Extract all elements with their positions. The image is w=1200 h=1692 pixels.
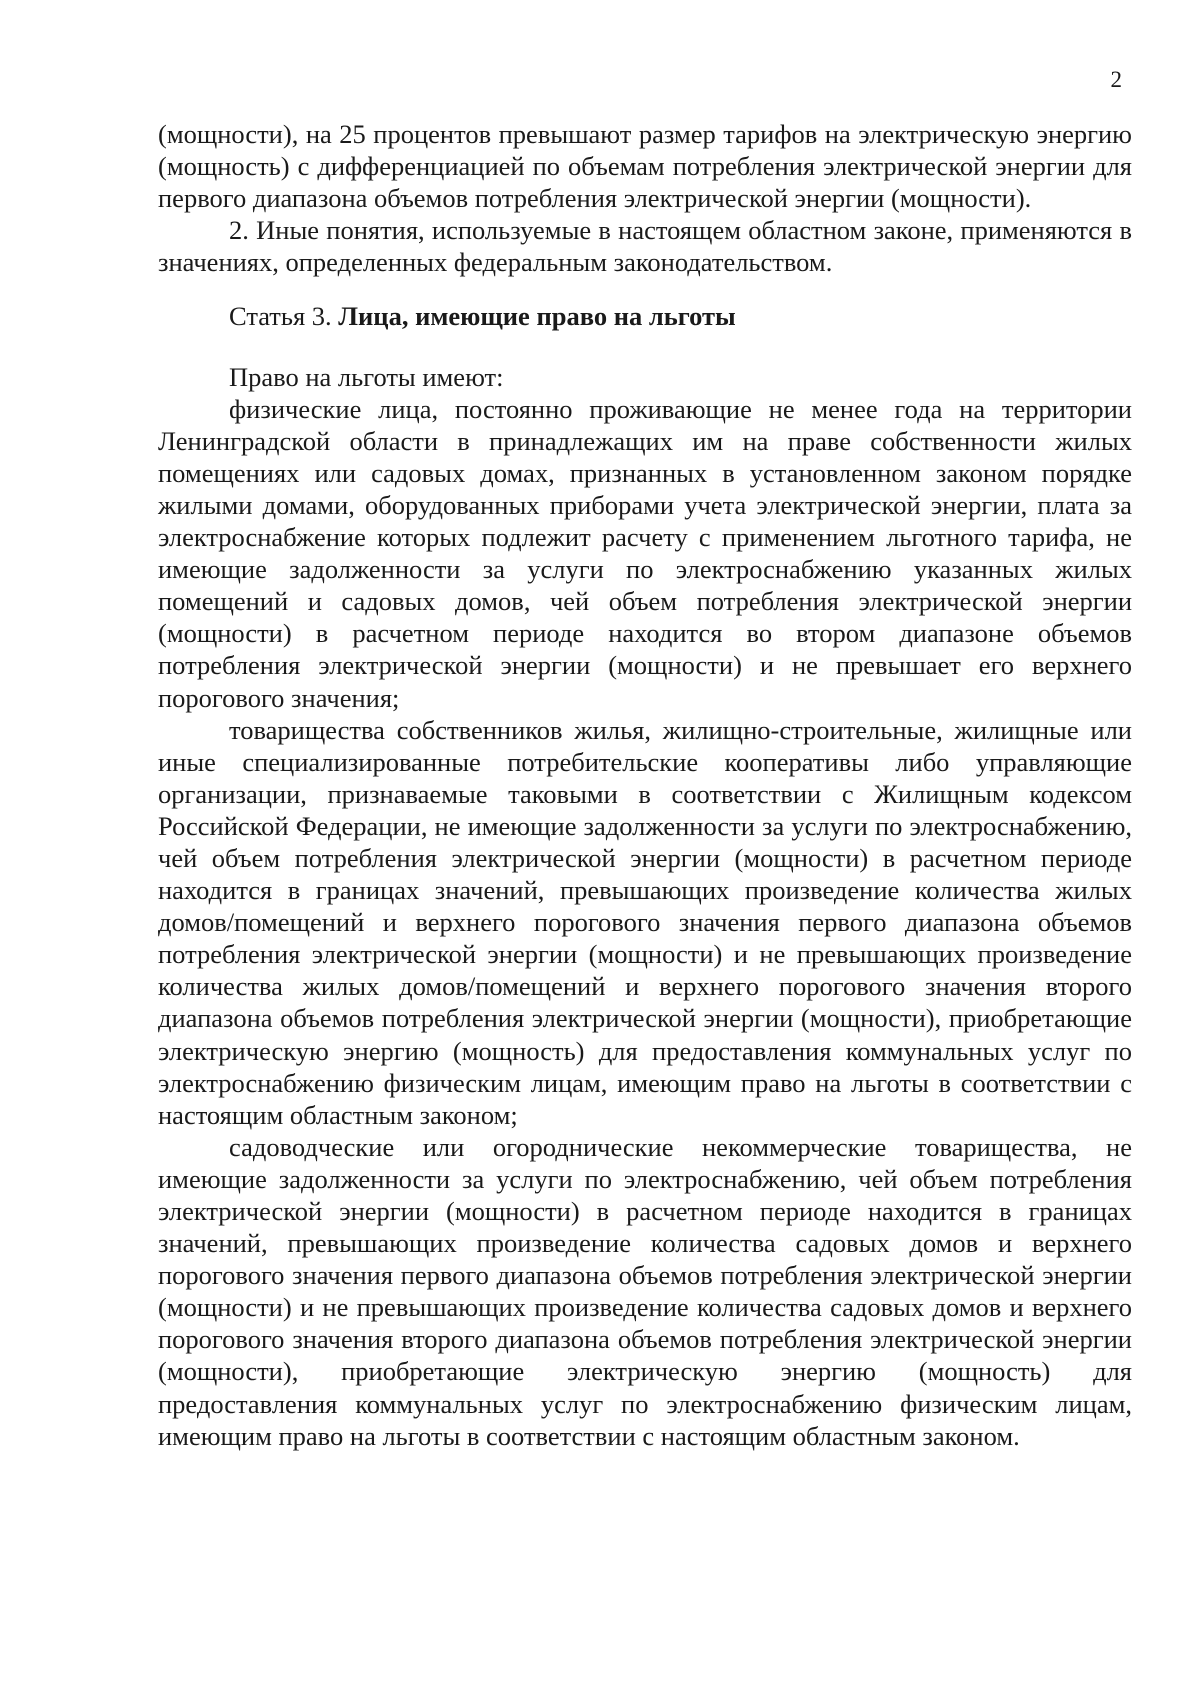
paragraph-garden-associations: садоводческие или огороднические некоммерческие товарищества, не имеющие задолженности за услуги по электроснабжению, чей объем потребления электрической энергии (мощности) в расчетном периоде находится в границах значений, превышающих произведение количества садовых домов и верхнего порогового значения первого диапазона объемов потребления электрической энергии (мощности) и не превышающих произведение количества садовых домов и верхнего порогового значения второго диапазона объемов потребления электрической энергии (мощности), приобретающие электрическую энергию (мощность) для предоставления коммунальных услуг по электроснабжению физическим лицам, имеющим право на льготы в соответствии с настоящим областным законом.	[158, 1131, 1132, 1451]
article-intro: Право на льготы имеют:	[229, 361, 504, 392]
page-number: 2	[1110, 67, 1122, 92]
document-body	[158, 118, 1132, 1452]
article-title: Лица, имеющие право на льготы	[338, 301, 736, 332]
paragraph-physical-persons: физические лица, постоянно проживающие не менее года на территории Ленинградской области в принадлежащих им на праве собственности жилых помещениях или садовых домах, признанных в установленном законом порядке жилыми домами, оборудованных приборами учета электрической энергии, плата за электроснабжение которых подлежит расчету с применением льготного тарифа, не имеющие задолженности за услуги по электроснабжению указанных жилых помещений и садовых домов, чей объем потребления электрической энергии (мощности) в расчетном периоде находится во втором диапазоне объемов потребления электрической энергии (мощности) и не превышает его верхнего порогового значения;	[158, 393, 1132, 713]
paragraph-housing-associations: товарищества собственников жилья, жилищно-строительные, жилищные или иные специализированные потребительские кооперативы либо управляющие организации, признаваемые таковыми в соответствии с Жилищным кодексом Российской Федерации, не имеющие задолженности за услуги по электроснабжению, чей объем потребления электрической энергии (мощности) в расчетном периоде находится в границах значений, превышающих произведение количества жилых домов/помещений и верхнего порогового значения первого диапазона объемов потребления электрической энергии (мощности) и не превышающих произведение количества жилых домов/помещений и верхнего порогового значения второго диапазона объемов потребления электрической энергии (мощности), приобретающие электрическую энергию (мощность) для предоставления коммунальных услуг по электроснабжению физическим лицам, имеющим право на льготы в соответствии с настоящим областным законом;	[158, 714, 1132, 1130]
article-heading	[158, 300, 1132, 332]
paragraph-item-2: 2. Иные понятия, используемые в настоящем областном законе, применяются в значениях, определенных федеральным законодательством.	[158, 215, 1132, 278]
article-number: Статья 3.	[229, 301, 332, 332]
paragraph-continuation: (мощности), на 25 процентов превышают размер тарифов на электрическую энергию (мощность) с дифференциацией по объемам потребления электрической энергии для первого диапазона объемов потребления электрической энергии (мощности).	[158, 119, 1132, 214]
